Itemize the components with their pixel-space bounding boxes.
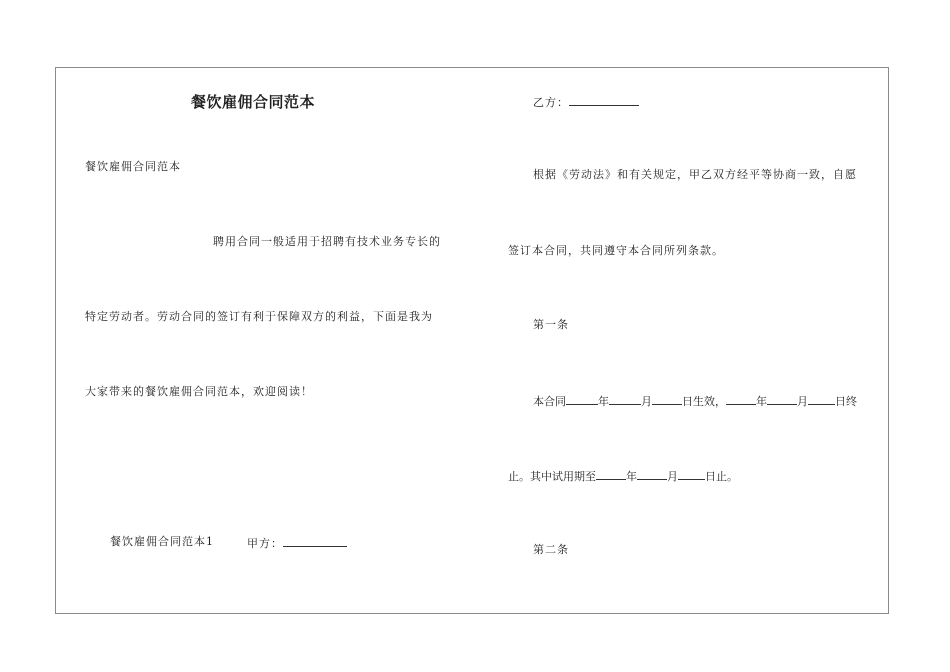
probation-year-blank (596, 468, 626, 480)
page-frame (55, 67, 889, 614)
basis-line-2: 签订本合同，共同遵守本合同所列条款。 (508, 244, 724, 257)
term-text: 止。其中试用期至 (508, 470, 596, 483)
end-year-blank (726, 393, 756, 405)
end-month-blank (767, 393, 797, 405)
party-a-blank (283, 535, 347, 547)
end-day-blank (808, 393, 835, 405)
party-a-line (247, 535, 347, 551)
term-text: 日生效， (682, 395, 726, 408)
section-title: 餐饮雇佣合同范本1 (110, 535, 214, 548)
article-1-heading: 第一条 (533, 318, 569, 331)
start-day-blank (652, 393, 682, 405)
intro-line-1: 聘用合同一般适用于招聘有技术业务专长的 (213, 235, 441, 248)
document-title: 餐饮雇佣合同范本 (191, 93, 316, 111)
term-text: 年 (756, 395, 767, 408)
start-month-blank (609, 393, 641, 405)
term-line-2 (508, 468, 738, 484)
term-text: 日止。 (705, 470, 738, 483)
party-b-line (533, 94, 639, 110)
basis-line-1: 根据《劳动法》和有关规定，甲乙双方经平等协商一致，自愿 (533, 168, 857, 181)
intro-line-2: 特定劳动者。劳动合同的签订有利于保障双方的利益，下面是我为 (85, 310, 433, 323)
term-text: 月 (797, 395, 808, 408)
term-text: 年 (598, 395, 609, 408)
term-text: 日终 (835, 395, 857, 408)
term-text: 本合同 (533, 395, 566, 408)
probation-month-blank (637, 468, 667, 480)
party-a-label: 甲方： (247, 537, 283, 550)
article-2-heading: 第二条 (533, 543, 569, 556)
term-line-1 (533, 393, 857, 409)
subtitle: 餐饮雇佣合同范本 (85, 160, 181, 173)
probation-day-blank (678, 468, 705, 480)
term-text: 月 (667, 470, 678, 483)
term-text: 年 (626, 470, 637, 483)
term-text: 月 (641, 395, 652, 408)
intro-line-3: 大家带来的餐饮雇佣合同范本，欢迎阅读！ (85, 385, 313, 398)
start-year-blank (566, 393, 598, 405)
party-b-label: 乙方： (533, 96, 569, 109)
party-b-blank (569, 94, 639, 106)
